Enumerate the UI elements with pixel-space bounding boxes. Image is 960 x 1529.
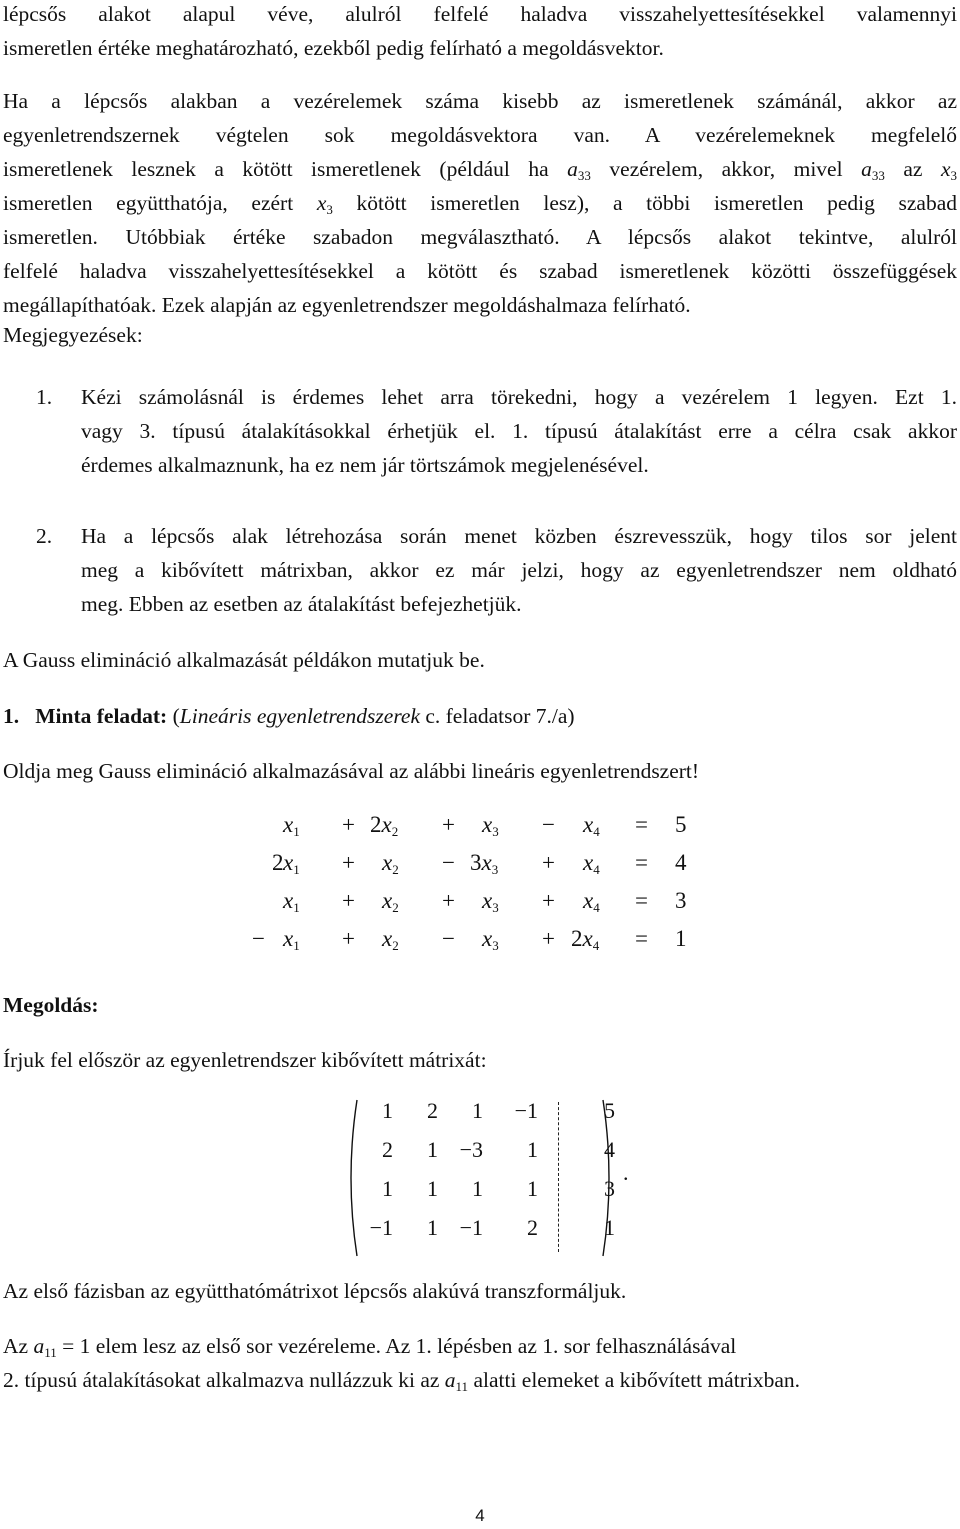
matrix-cell: 1 xyxy=(382,1176,393,1201)
matrix-cell: 2 xyxy=(382,1137,393,1162)
equation-term: $3x_3$ xyxy=(470,850,499,877)
equation-term: + xyxy=(342,812,355,837)
task-heading: 1. Minta feladat: (Lineáris egyenletrendszerek c. feladatsor 7./a) xyxy=(3,704,575,728)
note-number: 2. xyxy=(36,524,53,548)
matrix-row xyxy=(343,1098,643,1137)
matrix-cell: −1 xyxy=(369,1215,393,1240)
paragraph-first-step xyxy=(3,1329,957,1397)
text-line: ismeretlen. Utóbbiak értéke szabadon megválasztható. A lépcsős alakot tekintve, alulról xyxy=(3,225,957,249)
paragraph-infinite-solutions xyxy=(3,84,957,322)
equation-term: = xyxy=(635,926,648,951)
matrix-cell: 1 xyxy=(527,1137,538,1162)
notes-heading: Megjegyezések: xyxy=(3,323,143,347)
equation-term: + xyxy=(342,926,355,951)
equation-term: $x_4$ xyxy=(583,812,600,839)
matrix-rhs-cell: 4 xyxy=(604,1137,615,1162)
text-line: meg. Ebben az esetben az átalakítást befejezhetjük. xyxy=(81,592,522,616)
paragraph-intro xyxy=(3,0,957,65)
equation-term: = xyxy=(635,888,648,913)
matrix-intro: Írjuk fel először az egyenletrendszer kibővített mátrixát: xyxy=(3,1048,487,1072)
solution-label: Megoldás: xyxy=(3,993,99,1017)
task-number: 1. xyxy=(3,704,20,728)
equation-term: $x_3$ xyxy=(482,926,499,953)
equation-term: − xyxy=(442,850,455,875)
equation-term: + xyxy=(442,888,455,913)
matrix-row xyxy=(343,1176,643,1215)
equation-term: $x_3$ xyxy=(482,888,499,915)
phase-sentence: Az első fázisban az együtthatómátrixot lépcsős alakúvá transzformáljuk. xyxy=(3,1279,627,1303)
text-line-with-math: 2. típusú átalakításokat alkalmazva nullázzuk ki az $a_{11}$ alatti elemeket a kibővített mátrixban. xyxy=(3,1368,801,1394)
equation-term: 2 xyxy=(272,850,284,875)
matrix-cell: 2 xyxy=(527,1215,538,1240)
equation-system xyxy=(250,812,710,964)
equation-term: $x_2$ xyxy=(382,926,399,953)
matrix-rhs-cell: 5 xyxy=(604,1098,615,1123)
equation-term: = xyxy=(635,812,648,837)
text-line: érdemes alkalmaznunk, ha ez nem jár törtszámok megjelenésével. xyxy=(81,453,649,477)
text-line: lépcsős alakot alapul véve, alulról felfelé haladva visszahelyettesítésekkel valamennyi xyxy=(3,2,957,26)
text-line: vagy 3. típusú átalakításokkal érhetjük el. 1. típusú átalakítást erre a célra csak akkor xyxy=(81,419,957,443)
equation-term: − xyxy=(252,926,265,951)
equation-term: $2x_4$ xyxy=(571,926,600,953)
equation-term: $2x_2$ xyxy=(370,812,399,839)
augmented-matrix xyxy=(343,1098,643,1260)
text-line: Ha a lépcsős alak létrehozása során menet közben észrevesszük, hogy tilos sor jelent xyxy=(81,524,957,548)
text-line: ismeretlen értéke meghatározható, ezekből pedig felírható a megoldásvektor. xyxy=(3,36,664,60)
matrix-cell: −1 xyxy=(459,1215,483,1240)
text-line: meg a kibővített mátrixban, akkor ez már jelzi, hogy az egyenletrendszer nem oldható xyxy=(81,558,957,582)
equation-term: $x_1$ xyxy=(283,926,300,953)
equation-term: + xyxy=(542,926,555,951)
intro-sentence: A Gauss elimináció alkalmazását példákon mutatjuk be. xyxy=(3,648,485,672)
text-line-with-math: ismeretlenek lesznek a kötött ismeretlenek (például ha $a_{33}$ vezérelem, akkor, mivel $a_{33}$ az $x_3$ xyxy=(3,157,957,183)
matrix-cell: 1 xyxy=(527,1176,538,1201)
equation-term: 1 xyxy=(675,926,687,951)
task-reference: Lineáris egyenletrendszerek xyxy=(179,704,420,728)
equation-term: + xyxy=(542,850,555,875)
equation-term: − xyxy=(442,926,455,951)
equation-term: = xyxy=(635,850,648,875)
page-number: 4 xyxy=(475,1506,485,1525)
equation-term: $x_1$ xyxy=(283,888,300,915)
equation-term: $x_2$ xyxy=(382,850,399,877)
matrix-period: . xyxy=(623,1160,629,1185)
note-number: 1. xyxy=(36,385,53,409)
matrix-cell: 2 xyxy=(427,1098,438,1123)
text-line-with-math: ismeretlen együtthatója, ezért $x_3$ kötött ismeretlen lesz), a többi ismeretlen pedig szabad xyxy=(3,191,957,217)
equation-term: + xyxy=(542,888,555,913)
equation-row xyxy=(250,926,710,964)
equation-term: $x_3$ xyxy=(482,812,499,839)
matrix-cell: 1 xyxy=(427,1137,438,1162)
equation-term: $x_2$ xyxy=(382,888,399,915)
matrix-cell: 1 xyxy=(472,1098,483,1123)
equation-term: + xyxy=(342,888,355,913)
matrix-cell: 1 xyxy=(427,1215,438,1240)
matrix-rhs-cell: 1 xyxy=(604,1215,615,1240)
equation-row xyxy=(250,812,710,850)
equation-term: 4 xyxy=(675,850,687,875)
matrix-cell: 1 xyxy=(382,1098,393,1123)
equation-term: $x_4$ xyxy=(583,888,600,915)
matrix-cell: −1 xyxy=(514,1098,538,1123)
equation-term: $x_1$ xyxy=(283,812,300,839)
task-label: Minta feladat: xyxy=(35,704,168,728)
equation-term: − xyxy=(542,812,555,837)
text-line: felfelé haladva visszahelyettesítésekkel a kötött és szabad ismeretlenek közötti összefüggések xyxy=(3,259,957,283)
matrix-cell: 1 xyxy=(427,1176,438,1201)
matrix-rhs-cell: 3 xyxy=(604,1176,615,1201)
equation-term: 5 xyxy=(675,812,687,837)
text-line: Ha a lépcsős alakban a vezérelemek száma kisebb az ismeretlenek számánál, akkor az xyxy=(3,89,957,113)
matrix-row xyxy=(343,1137,643,1176)
equation-term: 3 xyxy=(675,888,687,913)
text-line: Kézi számolásnál is érdemes lehet arra törekedni, hogy a vezérelem 1 legyen. Ezt 1. xyxy=(81,385,957,409)
text-line: megállapíthatóak. Ezek alapján az egyenletrendszer megoldáshalmaza felírható. xyxy=(3,293,691,317)
matrix-cell: −3 xyxy=(459,1137,483,1162)
text-line: egyenletrendszernek végtelen sok megoldásvektora van. A vezérelemeknek megfelelő xyxy=(3,123,957,147)
matrix-cell: 1 xyxy=(472,1176,483,1201)
instruction: Oldja meg Gauss elimináció alkalmazásával az alábbi lineáris egyenletrendszert! xyxy=(3,759,700,783)
equation-term: + xyxy=(442,812,455,837)
equation-row xyxy=(250,888,710,926)
text-line-with-math: Az $a_{11} = 1$ elem lesz az első sor vezéreleme. Az 1. lépésben az 1. sor felhasználásával xyxy=(3,1334,737,1360)
equation-term: $x_1$ xyxy=(283,850,300,877)
equation-term: $x_4$ xyxy=(583,850,600,877)
equation-term: + xyxy=(342,850,355,875)
matrix-row xyxy=(343,1215,643,1254)
equation-row xyxy=(250,850,710,888)
